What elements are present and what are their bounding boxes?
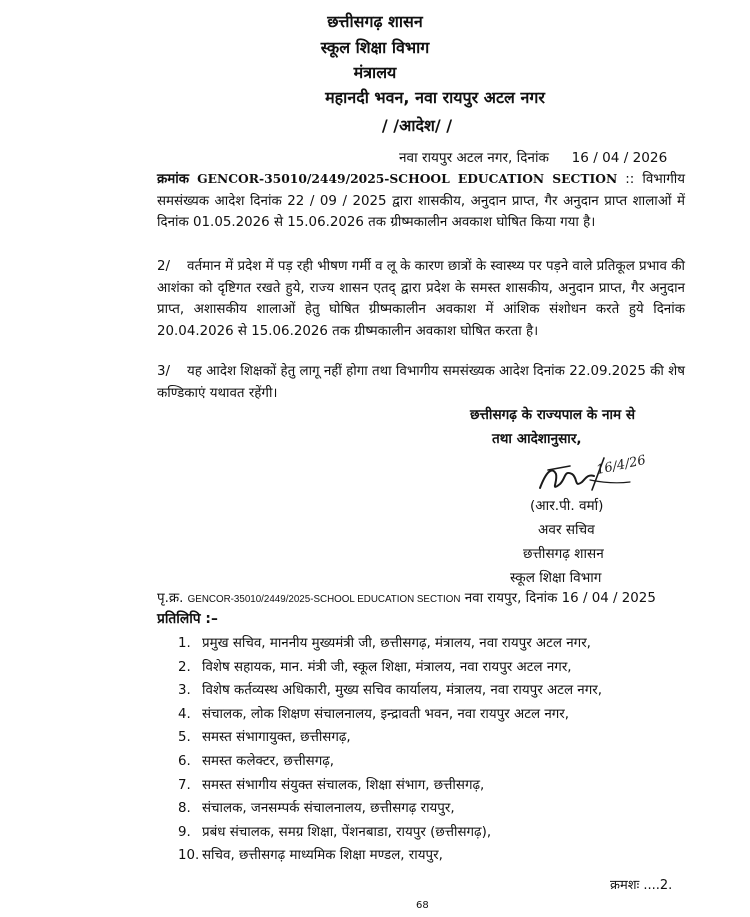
paragraph-2 <box>157 256 685 342</box>
order-date: 16 / 04 / 2026 <box>571 150 668 166</box>
list-item: 1. प्रमुख सचिव, माननीय मुख्यमंत्री जी, छत्तीसगढ़, मंत्रालय, नवा रायपुर अटल नगर, <box>178 636 591 651</box>
order-title: / /आदेश/ / <box>381 116 453 135</box>
signature-date: 16/4/26 <box>594 452 648 479</box>
header-ministry: मंत्रालय <box>353 63 397 82</box>
header-address: महानदी भवन, नवा रायपुर अटल नगर <box>325 88 545 107</box>
list-item: 4. संचालक, लोक शिक्षण संचालनालय, इन्द्रावती भवन, नवा रायपुर अटल नगर, <box>178 706 570 722</box>
paragraph-2-number: 2/ <box>157 259 171 274</box>
paragraph-3-number: 3/ <box>157 364 171 379</box>
list-item: 6. समस्त कलेक्टर, छत्तीसगढ़, <box>178 753 335 769</box>
order-number-label: क्रमांक <box>157 172 190 187</box>
header-department: स्कूल शिक्षा विभाग <box>320 38 430 57</box>
list-item: 7. समस्त संभागीय संयुक्त संचालक, शिक्षा संभाग, छत्तीसगढ़, <box>178 777 485 793</box>
copy-to-list <box>178 632 602 868</box>
list-item: 5. समस्त संभागायुक्त, छत्तीसगढ़, <box>178 730 351 746</box>
paragraph-2-text: वर्तमान में प्रदेश में पड़ रही भीषण गर्मी व लू के कारण छात्रों के स्वास्थ्य पर पड़ने वाले प्रतिकूल प्रभाव की आशंका को दृष्टिगत रखते हुये, राज्य शासन एतद् द्वारा प्रदेश के समस्त शासकीय, अनुदान प्राप्त, गैर अनुदान प्राप्त, अशासकीय शालाओं हेतु घोषित ग्रीष्मकालीन अवकाश में आंशिक संशोधन करते हुये दिनांक 20.04.2026 से 15.06.2026 तक ग्रीष्मकालीन अवकाश घोषित करता है। <box>157 259 685 339</box>
list-item: 3. विशेष कर्तव्यस्थ अधिकारी, मुख्य सचिव कार्यालय, मंत्रालय, नवा रायपुर अटल नगर, <box>178 683 603 699</box>
list-item: 10. सचिव, छत्तीसगढ़ माध्यमिक शिक्षा मण्डल, रायपुर, <box>178 848 443 864</box>
paragraph-1-text: :: विभागीय समसंख्यक आदेश दिनांक 22 / 09 / 2025 द्वारा शासकीय, अनुदान प्राप्त, गैर अनुदान प्राप्त शालाओं में दिनांक 01.05.2026 से 15.06.2026 तक ग्रीष्मकालीन अवकाश घोषित किया गया है। <box>157 172 685 230</box>
list-item: 9. प्रबंध संचालक, समग्र शिक्षा, पेंशनबाडा, रायपुर (छत्तीसगढ़), <box>178 824 492 840</box>
page-number: 68 <box>416 900 429 911</box>
place-text: नवा रायपुर अटल नगर, दिनांक <box>399 150 549 166</box>
signatory-office-1: छत्तीसगढ़ शासन <box>523 546 604 562</box>
header-government: छत्तीसगढ़ शासन <box>327 12 423 31</box>
signatory-office-2: स्कूल शिक्षा विभाग <box>510 570 602 586</box>
place-date <box>399 147 667 166</box>
list-item: 8. संचालक, जनसम्पर्क संचालनालय, छत्तीसगढ़ रायपुर, <box>178 801 455 817</box>
authority-line-2: तथा आदेशानुसार, <box>492 431 582 447</box>
endorsement-place-date: नवा रायपुर, दिनांक 16 / 04 / 2025 <box>464 591 656 606</box>
order-reference: GENCOR-35010/2449/2025-SCHOOL EDUCATION SECTION <box>197 171 618 186</box>
endorsement-reference: GENCOR-35010/2449/2025-SCHOOL EDUCATION SECTION <box>187 594 461 605</box>
paragraph-1 <box>157 168 685 234</box>
signature-mark <box>530 452 650 500</box>
copy-to-heading: प्रतिलिपि :– <box>157 611 218 627</box>
endorsement-prefix: पृ.क्र. <box>157 591 184 606</box>
paragraph-3 <box>157 361 685 404</box>
continued-note: क्रमशः ....2. <box>610 878 673 893</box>
authority-line-1: छत्तीसगढ़ के राज्यपाल के नाम से <box>470 407 636 423</box>
paragraph-3-text: यह आदेश शिक्षकों हेतु लागू नहीं होगा तथा विभागीय समसंख्यक आदेश दिनांक 22.09.2025 की शेष कण्डिकाएं यथावत रहेंगी। <box>157 364 685 401</box>
signatory-name: (आर.पी. वर्मा) <box>530 498 604 514</box>
signatory-designation: अवर सचिव <box>538 522 595 538</box>
list-item: 2. विशेष सहायक, मान. मंत्री जी, स्कूल शिक्षा, मंत्रालय, नवा रायपुर अटल नगर, <box>178 659 572 675</box>
endorsement-line <box>157 588 656 606</box>
